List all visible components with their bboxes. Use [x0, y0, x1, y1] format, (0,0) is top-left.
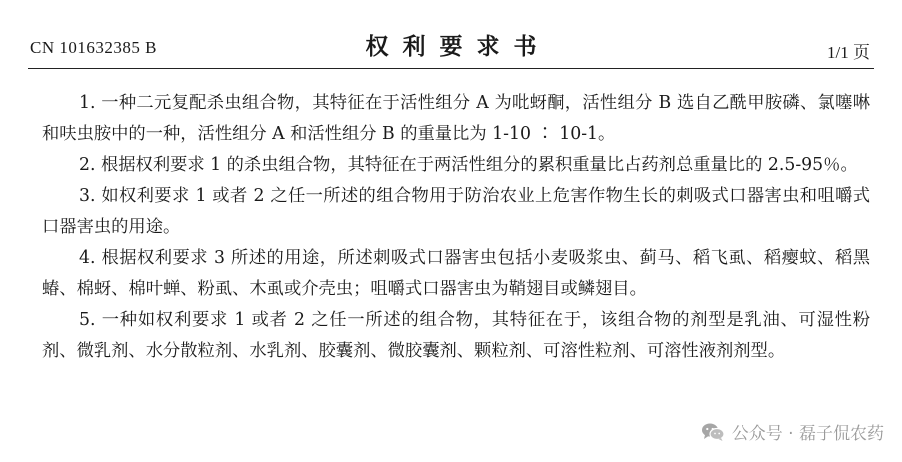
claim-5: 5. 一种如权利要求 1 或者 2 之任一所述的组合物，其特征在于，该组合物的剂型是乳油、可湿性粉剂、微乳剂、水分散粒剂、水乳剂、胶囊剂、微胶囊剂、颗粒剂、可溶性粒剂、可溶性液剂剂型。: [42, 310, 870, 361]
claim-3: 3. 如权利要求 1 或者 2 之任一所述的组合物用于防治农业上危害作物生长的刺吸式口器害虫和咀嚼式口器害虫的用途。: [42, 186, 870, 237]
claim-2: 2. 根据权利要求 1 的杀虫组合物，其特征在于两活性组分的累积重量比占药剂总重量比的 2.5-95％。: [79, 155, 858, 175]
patent-number: CN 101632385 B: [30, 38, 157, 57]
wechat-icon: [701, 422, 725, 442]
document-title: 权利要求书: [365, 34, 551, 60]
claim-1: 1. 一种二元复配杀虫组合物，其特征在于活性组分 A 为吡蚜酮，活性组分 B 选自乙酰甲胺磷、氯噻啉和呋虫胺中的一种，活性组分 A 和活性组分 B 的重量比为 1-10 ∶ 10-1。: [42, 93, 870, 144]
page-number: 1/1 页: [827, 43, 870, 62]
watermark-text: 公众号 · 磊子侃农药: [731, 424, 884, 444]
watermark: [701, 419, 884, 444]
document-header: [30, 28, 872, 68]
claims-list: [42, 88, 870, 367]
header-divider: [28, 68, 874, 69]
claim-4: 4. 根据权利要求 3 所述的用途，所述刺吸式口器害虫包括小麦吸浆虫、蓟马、稻飞虱、稻瘿蚊、稻黑蝽、棉蚜、棉叶蝉、粉虱、木虱或介壳虫；咀嚼式口器害虫为鞘翅目或鳞翅目。: [42, 248, 870, 299]
